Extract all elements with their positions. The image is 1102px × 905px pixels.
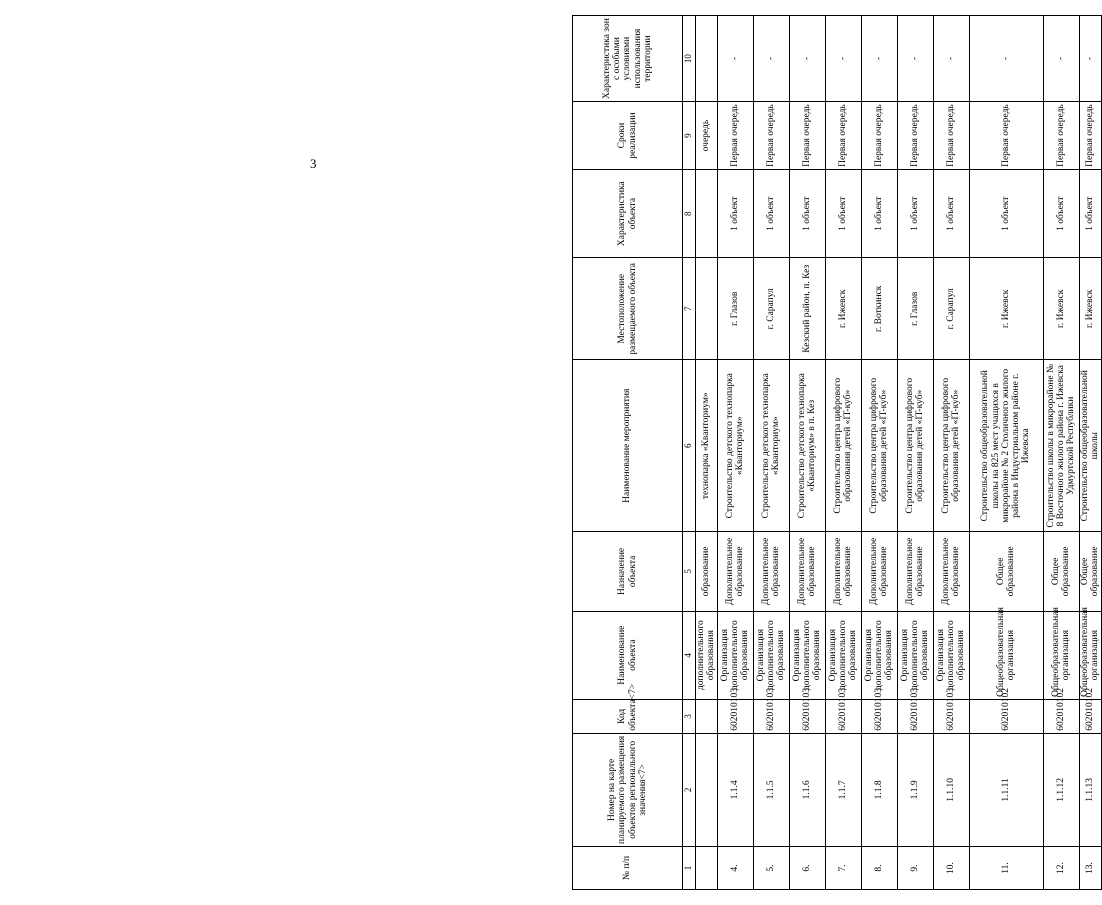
table-cell: г. Сарапул [933, 258, 969, 360]
table-cell [696, 170, 718, 258]
table-cell: Первая очередь [753, 102, 789, 170]
table-cell [696, 699, 718, 733]
table-cell: 1.1.9 [897, 733, 933, 846]
table-cell: образование [696, 532, 718, 611]
table-cell: г. Ижевск [969, 258, 1043, 360]
table-cell: Дополнительное образование [789, 532, 825, 611]
table-cell: - [897, 16, 933, 102]
table-cell: 602010103 [825, 699, 861, 733]
table-cell: очередь [696, 102, 718, 170]
table-cell: Первая очередь [789, 102, 825, 170]
table-cell: - [753, 16, 789, 102]
column-number: 1 [683, 846, 696, 889]
table-cell: 12. [1043, 846, 1079, 889]
table-row [825, 16, 861, 890]
table-cell: г. Сарапул [753, 258, 789, 360]
table-cell: г. Ижевск [1043, 258, 1079, 360]
table-cell: Дополнительное образование [861, 532, 897, 611]
table-cell: 1 объект [969, 170, 1043, 258]
header-row [573, 16, 683, 890]
table-cell: дополнительного образования [696, 611, 718, 699]
header-cell: № п/п [573, 846, 683, 889]
table-cell: 4. [717, 846, 753, 889]
table-cell: 602010102 [1079, 699, 1101, 733]
table-cell: Строительство детского технопарка «Кванториум» [753, 360, 789, 532]
header-cell: Сроки реализации [573, 102, 683, 170]
table-cell: Первая очередь [897, 102, 933, 170]
table-cell: Общеобразовательная организация [1079, 611, 1101, 699]
table-cell: 7. [825, 846, 861, 889]
column-number-row [683, 16, 696, 890]
table-cell: 1.1.6 [789, 733, 825, 846]
column-number: 3 [683, 699, 696, 733]
table-cell [696, 16, 718, 102]
table-cell: Первая очередь [861, 102, 897, 170]
table-cell: Первая очередь [1043, 102, 1079, 170]
table-cell: 6. [789, 846, 825, 889]
table-cell: 1 объект [933, 170, 969, 258]
table-cell: Строительство центра цифрового образования детей «IT-куб» [825, 360, 861, 532]
table-cell: 1 объект [1079, 170, 1101, 258]
table-row [717, 16, 753, 890]
page-number: 3 [310, 156, 317, 171]
table-cell: Строительство детского технопарка «Кванториум» в п. Кез [789, 360, 825, 532]
table-cell: Организация дополнительного образования [753, 611, 789, 699]
table-cell: Первая очередь [717, 102, 753, 170]
table-row [969, 16, 1043, 890]
table-cell: г. Ижевск [1079, 258, 1101, 360]
table-row [861, 16, 897, 890]
table-cell [696, 846, 718, 889]
table-row [933, 16, 969, 890]
table-cell: 1 объект [1043, 170, 1079, 258]
table-cell: 1 объект [717, 170, 753, 258]
column-number: 5 [683, 532, 696, 611]
table-cell: Дополнительное образование [717, 532, 753, 611]
table-cell: Строительство общеобразовательной школы [1079, 360, 1101, 532]
table-row [1079, 16, 1101, 890]
table-row [696, 16, 718, 890]
table-cell: Дополнительное образование [825, 532, 861, 611]
table-cell: Строительство детского технопарка «Кванториум» [717, 360, 753, 532]
table-cell: Дополнительное образование [897, 532, 933, 611]
header-cell: Код объекта<7> [573, 699, 683, 733]
table-cell: 1.1.4 [717, 733, 753, 846]
table-cell: 1.1.7 [825, 733, 861, 846]
table-cell: г. Глазов [717, 258, 753, 360]
table-cell: технопарка «Кванториум» [696, 360, 718, 532]
column-number: 7 [683, 258, 696, 360]
table-cell: Организация дополнительного образования [789, 611, 825, 699]
table-cell: 602010103 [861, 699, 897, 733]
table-cell: 602010103 [753, 699, 789, 733]
table-row [789, 16, 825, 890]
table-cell: Строительство школы в микрорайоне № 8 Восточного жилого района г. Ижевска Удмуртской Республики [1043, 360, 1079, 532]
header-cell: Характеристика объекта [573, 170, 683, 258]
table-cell: - [789, 16, 825, 102]
column-number: 8 [683, 170, 696, 258]
table-cell: 11. [969, 846, 1043, 889]
header-cell: Местоположение размещаемого объекта [573, 258, 683, 360]
table-cell: 602010103 [717, 699, 753, 733]
table-cell: - [1079, 16, 1101, 102]
table-cell: 1.1.12 [1043, 733, 1079, 846]
table-cell: 602010102 [969, 699, 1043, 733]
table-cell: Первая очередь [825, 102, 861, 170]
table-cell: 602010103 [897, 699, 933, 733]
table-cell: Общеобразовательная организация [969, 611, 1043, 699]
table-cell: Организация дополнительного образования [717, 611, 753, 699]
header-cell: Номер на карте планируемого размещения объектов регионального значения<7> [573, 733, 683, 846]
table-cell [696, 733, 718, 846]
table-cell: 602010103 [789, 699, 825, 733]
header-cell: Характеристика зон с особыми условиями использования территории [573, 16, 683, 102]
table-cell: 602010102 [1043, 699, 1079, 733]
table-cell: - [969, 16, 1043, 102]
table-row [1043, 16, 1079, 890]
table-cell: - [1043, 16, 1079, 102]
table-cell: Строительство центра цифрового образования детей «IT-куб» [861, 360, 897, 532]
table-cell: 9. [897, 846, 933, 889]
table-cell: Общее образование [969, 532, 1043, 611]
table-cell: Кезский район, п. Кез [789, 258, 825, 360]
table-cell: 8. [861, 846, 897, 889]
table-cell: Организация дополнительного образования [933, 611, 969, 699]
table-cell: 13. [1079, 846, 1101, 889]
column-number: 10 [683, 16, 696, 102]
header-cell: Наименование объекта [573, 611, 683, 699]
table-cell: - [933, 16, 969, 102]
table-cell: 1 объект [825, 170, 861, 258]
table-cell: Организация дополнительного образования [825, 611, 861, 699]
table-cell: Общеобразовательная организация [1043, 611, 1079, 699]
table-cell: - [825, 16, 861, 102]
table-cell: 5. [753, 846, 789, 889]
table-cell: г. Ижевск [825, 258, 861, 360]
table-row [897, 16, 933, 890]
header-cell: Назначение объекта [573, 532, 683, 611]
table-cell: Дополнительное образование [753, 532, 789, 611]
table-cell: Организация дополнительного образования [897, 611, 933, 699]
table-cell: Строительство центра цифрового образования детей «IT-куб» [897, 360, 933, 532]
table-cell: 1.1.8 [861, 733, 897, 846]
table-cell: 1 объект [789, 170, 825, 258]
header-cell: Наименование мероприятия [573, 360, 683, 532]
table-body [573, 16, 1102, 890]
table-cell: Общее образование [1079, 532, 1101, 611]
table-cell: - [717, 16, 753, 102]
table-cell [696, 258, 718, 360]
column-number: 6 [683, 360, 696, 532]
column-number: 2 [683, 733, 696, 846]
table-row [753, 16, 789, 890]
table-cell: Строительство центра цифрового образования детей «IT-куб» [933, 360, 969, 532]
column-number: 9 [683, 102, 696, 170]
table-cell: Общее образование [1043, 532, 1079, 611]
table-cell: 1.1.11 [969, 733, 1043, 846]
table-cell: Первая очередь [969, 102, 1043, 170]
table-cell: г. Глазов [897, 258, 933, 360]
table-cell: 1.1.13 [1079, 733, 1101, 846]
rotated-table-wrapper [572, 15, 1100, 890]
table-cell: - [861, 16, 897, 102]
table-cell: Первая очередь [933, 102, 969, 170]
table-cell: Дополнительное образование [933, 532, 969, 611]
table-cell: Первая очередь [1079, 102, 1101, 170]
table-cell: 1.1.10 [933, 733, 969, 846]
column-number: 4 [683, 611, 696, 699]
table-cell: 602010103 [933, 699, 969, 733]
table-cell: 1 объект [897, 170, 933, 258]
table-cell: Строительство общеобразовательной школы на 825 мест учащихся в микрорайоне № 2 Столичного жилого района в Индустриальном районе г. Ижевска [969, 360, 1043, 532]
table-cell: 10. [933, 846, 969, 889]
table-cell: 1.1.5 [753, 733, 789, 846]
table-cell: 1 объект [753, 170, 789, 258]
table-cell: 1 объект [861, 170, 897, 258]
objects-table [572, 15, 1102, 890]
table-cell: Организация дополнительного образования [861, 611, 897, 699]
table-cell: г. Воткинск [861, 258, 897, 360]
